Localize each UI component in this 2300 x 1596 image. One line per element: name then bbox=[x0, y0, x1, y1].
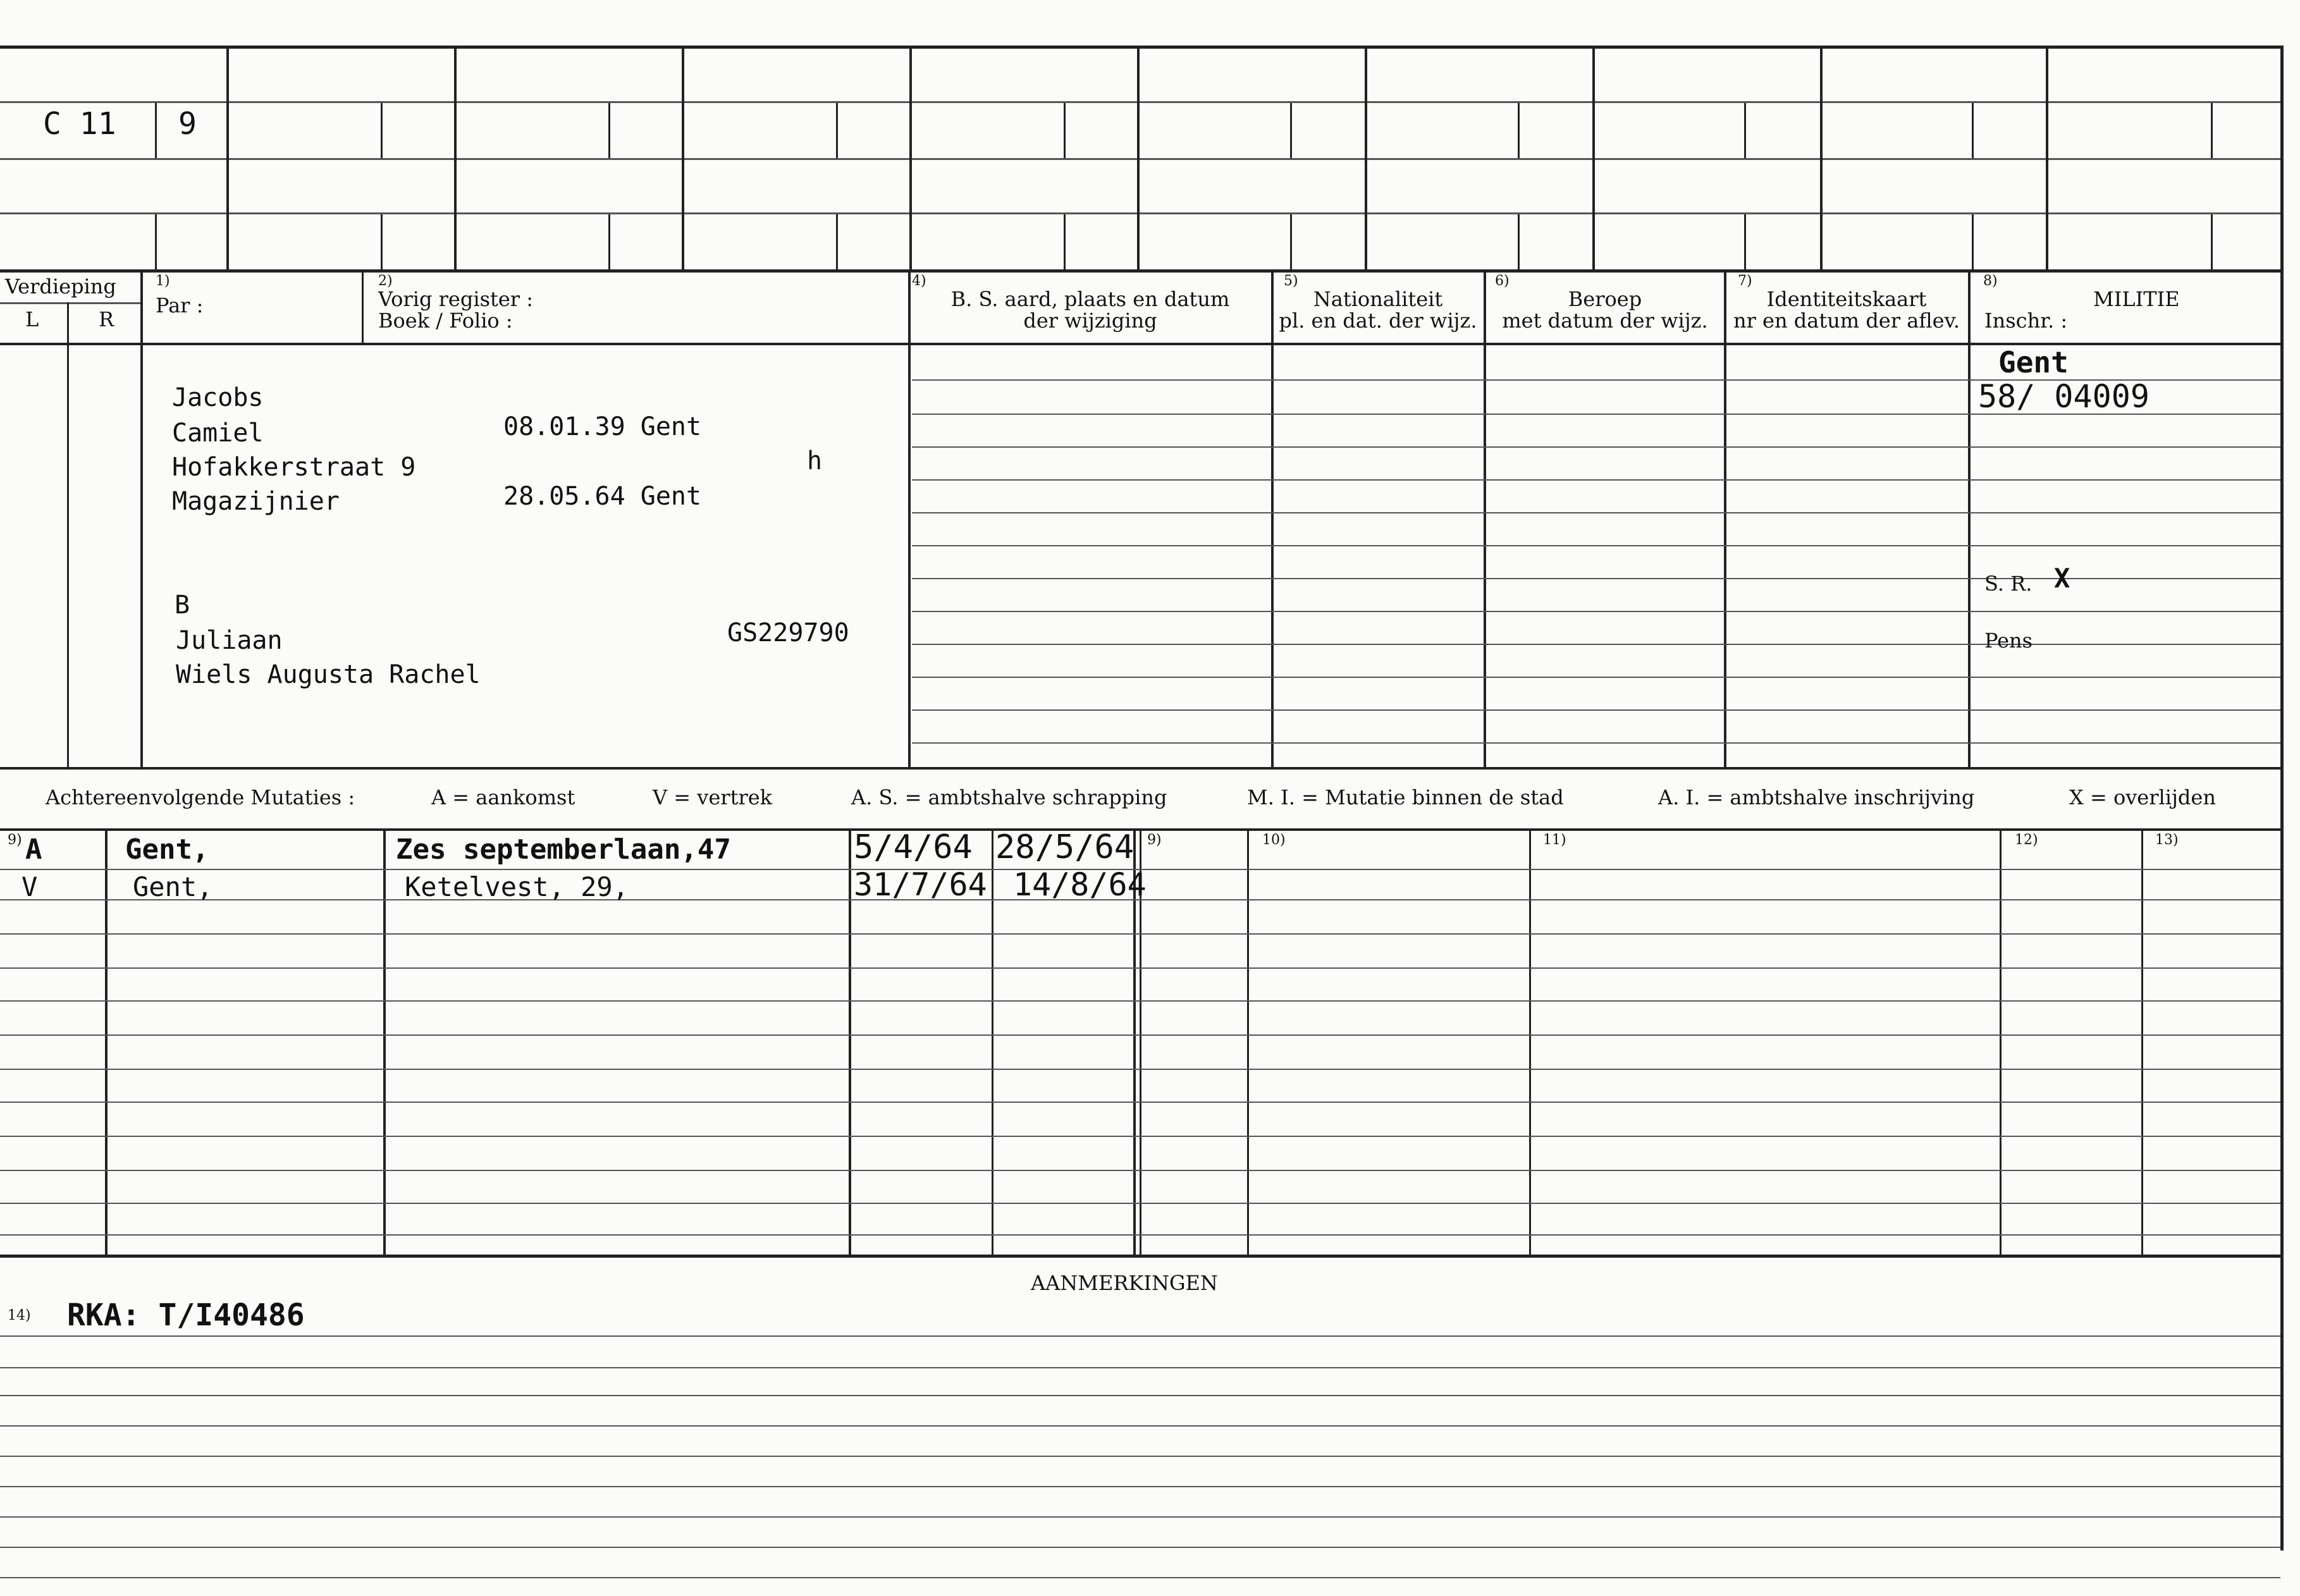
legend-ai: A. I. = ambtshalve inschrijving bbox=[1658, 785, 1975, 809]
id-number: GS229790 bbox=[727, 618, 849, 648]
col-13-num: 13) bbox=[2155, 832, 2179, 848]
col-10-num: 10) bbox=[1262, 832, 1286, 848]
top-code-right: 9 bbox=[178, 106, 197, 142]
militie-number: 58/ 04009 bbox=[1978, 378, 2149, 415]
legend-as: A. S. = ambtshalve schrapping bbox=[851, 785, 1167, 809]
field-6-num: 6) bbox=[1495, 273, 1510, 289]
col-9-num: 9) bbox=[8, 832, 22, 848]
remarks-text: RKA: T/I40486 bbox=[67, 1298, 305, 1333]
field-8-num: 8) bbox=[1983, 273, 1998, 289]
verdieping-l: L bbox=[25, 307, 39, 331]
legend-a: A = aankomst bbox=[431, 785, 575, 809]
field-1-num: 1) bbox=[156, 273, 170, 289]
person-address: Hofakkerstraat 9 bbox=[172, 453, 416, 482]
mutation-1-street: Zes septemberlaan,47 bbox=[396, 833, 731, 866]
top-code-left: C 11 bbox=[43, 106, 116, 142]
legend-v: V = vertrek bbox=[653, 785, 773, 809]
field-1-label: Par : bbox=[156, 293, 204, 317]
mutation-1-city: Gent, bbox=[125, 833, 209, 866]
person-profession: Magazijnier bbox=[172, 487, 340, 516]
person-name: Jacobs bbox=[172, 383, 264, 412]
col-9b-num: 9) bbox=[1147, 832, 1162, 848]
sr-value: X bbox=[2054, 563, 2070, 594]
field-6-label-1: Beroep bbox=[1568, 287, 1642, 311]
partner-first-name: Juliaan bbox=[176, 626, 283, 655]
field-4-num: 4) bbox=[912, 273, 926, 289]
legend-x: X = overlijden bbox=[2069, 785, 2216, 809]
remarks-num: 14) bbox=[8, 1308, 31, 1323]
field-5-label-1: Nationaliteit bbox=[1313, 287, 1443, 311]
militie-label: MILITIE bbox=[2093, 287, 2180, 311]
field-2-label-1: Vorig register : bbox=[378, 287, 534, 311]
right-border bbox=[2280, 46, 2284, 1550]
mutation-1-date2: 28/5/64 bbox=[995, 828, 1135, 866]
legend-mi: M. I. = Mutatie binnen de stad bbox=[1247, 785, 1564, 809]
mutation-1-type: A bbox=[25, 833, 42, 866]
field-2-num: 2) bbox=[378, 273, 393, 289]
inschr-label: Inschr. : bbox=[1984, 309, 2068, 333]
sr-label: S. R. bbox=[1984, 572, 2032, 596]
person-date2: 28.05.64 Gent bbox=[503, 482, 702, 511]
top-border bbox=[0, 46, 2283, 49]
field-6-label-2: met datum der wijz. bbox=[1502, 309, 1708, 333]
mutation-2-city: Gent, bbox=[133, 871, 213, 902]
field-7-label-2: nr en datum der aflev. bbox=[1733, 309, 1960, 333]
col-12-num: 12) bbox=[2015, 832, 2038, 848]
pens-label: Pens bbox=[1984, 629, 2033, 653]
remarks-title: AANMERKINGEN bbox=[1031, 1271, 1218, 1295]
field-4-label-1: B. S. aard, plaats en datum bbox=[950, 287, 1230, 311]
col-11-num: 11) bbox=[1543, 832, 1566, 848]
person-first-name: Camiel bbox=[172, 419, 264, 448]
verdieping-label: Verdieping bbox=[5, 274, 116, 298]
field-2-label-2: Boek / Folio : bbox=[378, 309, 513, 333]
mutation-2-date2: 14/8/64 bbox=[1013, 866, 1147, 903]
militie-place: Gent bbox=[1998, 345, 2069, 379]
mutation-2-type: V bbox=[22, 871, 38, 902]
field-7-label-1: Identiteitskaart bbox=[1766, 287, 1927, 311]
person-birth: 08.01.39 Gent bbox=[503, 412, 702, 441]
mutation-2-date1: 31/7/64 bbox=[854, 866, 987, 903]
field-4-label-2: der wijziging bbox=[1023, 309, 1157, 333]
partner-full-name: Wiels Augusta Rachel bbox=[176, 660, 481, 689]
mutation-1-date1: 5/4/64 bbox=[854, 828, 973, 866]
verdieping-r: R bbox=[99, 307, 114, 331]
mutation-2-street: Ketelvest, 29, bbox=[405, 871, 629, 902]
legend-title: Achtereenvolgende Mutaties : bbox=[46, 785, 355, 809]
person-mark-b: B bbox=[175, 591, 190, 620]
person-mark-h: h bbox=[807, 446, 823, 476]
field-5-num: 5) bbox=[1284, 273, 1298, 289]
field-5-label-2: pl. en dat. der wijz. bbox=[1279, 309, 1477, 333]
field-7-num: 7) bbox=[1738, 273, 1752, 289]
